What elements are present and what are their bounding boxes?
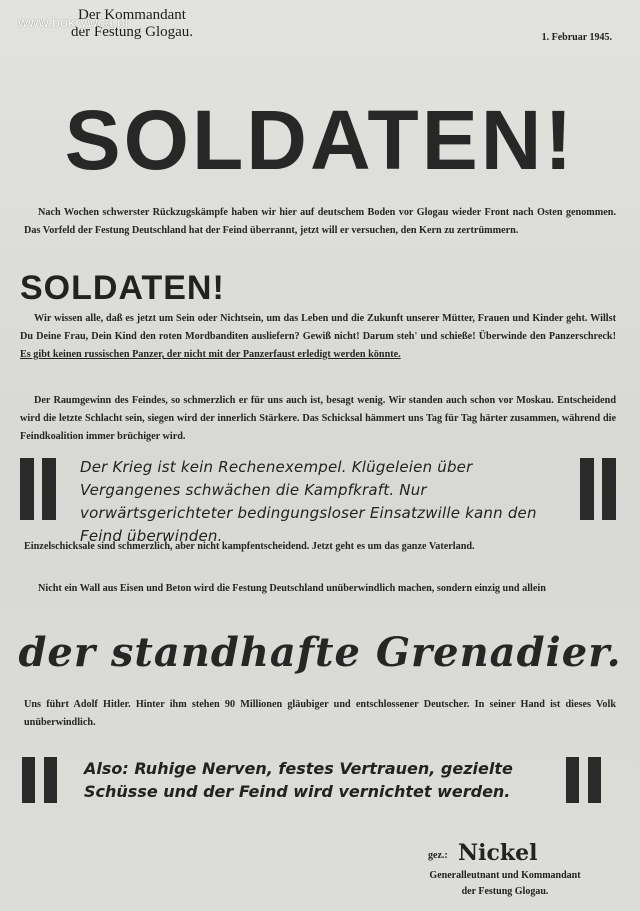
quote-calm-nerves: Also: Ruhige Nerven, festes Vertrauen, gezielte Schüsse und der Feind wird vernichtet werden.	[84, 759, 513, 801]
paragraph-hitler: Uns führt Adolf Hitler. Hinter ihm stehen 90 Millionen gläubiger und entschlossener Deutscher. In seiner Hand ist dieses Volk unüberwindlich.	[24, 699, 616, 728]
signature-gez: gez.:	[428, 850, 448, 861]
quote2-bar-left-2	[44, 757, 57, 803]
paragraph-wall: Nicht ein Wall aus Eisen und Beton wird die Festung Deutschland unüberwindlich machen, sondern einzig und allein	[38, 583, 546, 594]
header-date: 1. Februar 1945.	[541, 32, 612, 43]
grenadier-slogan: der standhafte Grenadier.	[18, 629, 622, 676]
header-line-2: der Festung Glogau.	[70, 24, 194, 40]
quote-bar-right-1	[580, 458, 594, 520]
paragraph-territory: Der Raumgewinn des Feindes, so schmerzlich er für uns auch ist, besagt wenig. Wir standen auch schon vor Moskau. Entscheidend wird die letzte Schlacht sein, siegen wird der innerlich Stärkere. Das Schicksal hämmert uns Tag für Tag härter zusammen, während die Feindkoalition immer brüchiger wird.	[20, 395, 616, 442]
quote2-bar-right-2	[588, 757, 601, 803]
signature-title-line-1: Generalleutnant und Kommandant	[429, 870, 581, 881]
signature-title-line-2: der Festung Glogau.	[461, 886, 549, 897]
main-title: SOLDATEN!	[64, 93, 576, 187]
watermark: www.bokrywca.pl	[18, 14, 129, 30]
paragraph-appeal-text: Wir wissen alle, daß es jetzt um Sein oder Nichtsein, um das Leben und die Zukunft unserer Mütter, Frauen und Kinder geht. Willst Du Deine Frau, Dein Kind den roten Mordbanditen ausliefern? Gewiß nicht! Darum steh' und schieße! Überwinde den Panzerschreck!	[20, 313, 616, 342]
quote2-bar-left-1	[22, 757, 35, 803]
paragraph-fate: Einzelschicksale sind schmerzlich, aber nicht kampfentscheidend. Jetzt geht es um das ganze Vaterland.	[24, 541, 475, 552]
quote-bar-left-1	[20, 458, 34, 520]
quote-bar-left-2	[42, 458, 56, 520]
paragraph-appeal	[20, 310, 616, 364]
signature-name: Nickel	[458, 840, 538, 866]
quote2-bar-right-1	[566, 757, 579, 803]
quote-war: Der Krieg ist kein Rechenexempel. Klügeleien über Vergangenes schwächen die Kampfkraft. Nur vorwärtsgerichteter bedingungsloser Einsatzwille kann den Feind überwinden.	[80, 458, 537, 545]
signature-title	[390, 868, 620, 900]
paragraph-appeal-underlined: Es gibt keinen russischen Panzer, der nicht mit der Panzerfaust erledigt werden könnte.	[20, 349, 401, 360]
sub-title: SOLDATEN!	[20, 269, 225, 307]
quote-bar-right-2	[602, 458, 616, 520]
header-line-1: Der Kommandant	[78, 7, 186, 23]
paragraph-intro: Nach Wochen schwerster Rückzugskämpfe haben wir hier auf deutschem Boden vor Glogau wieder Front nach Osten genommen. Das Vorfeld der Festung Deutschland hat der Feind überrannt, jetzt will er versuchen, den Kern zu zertrümmern.	[24, 207, 616, 236]
